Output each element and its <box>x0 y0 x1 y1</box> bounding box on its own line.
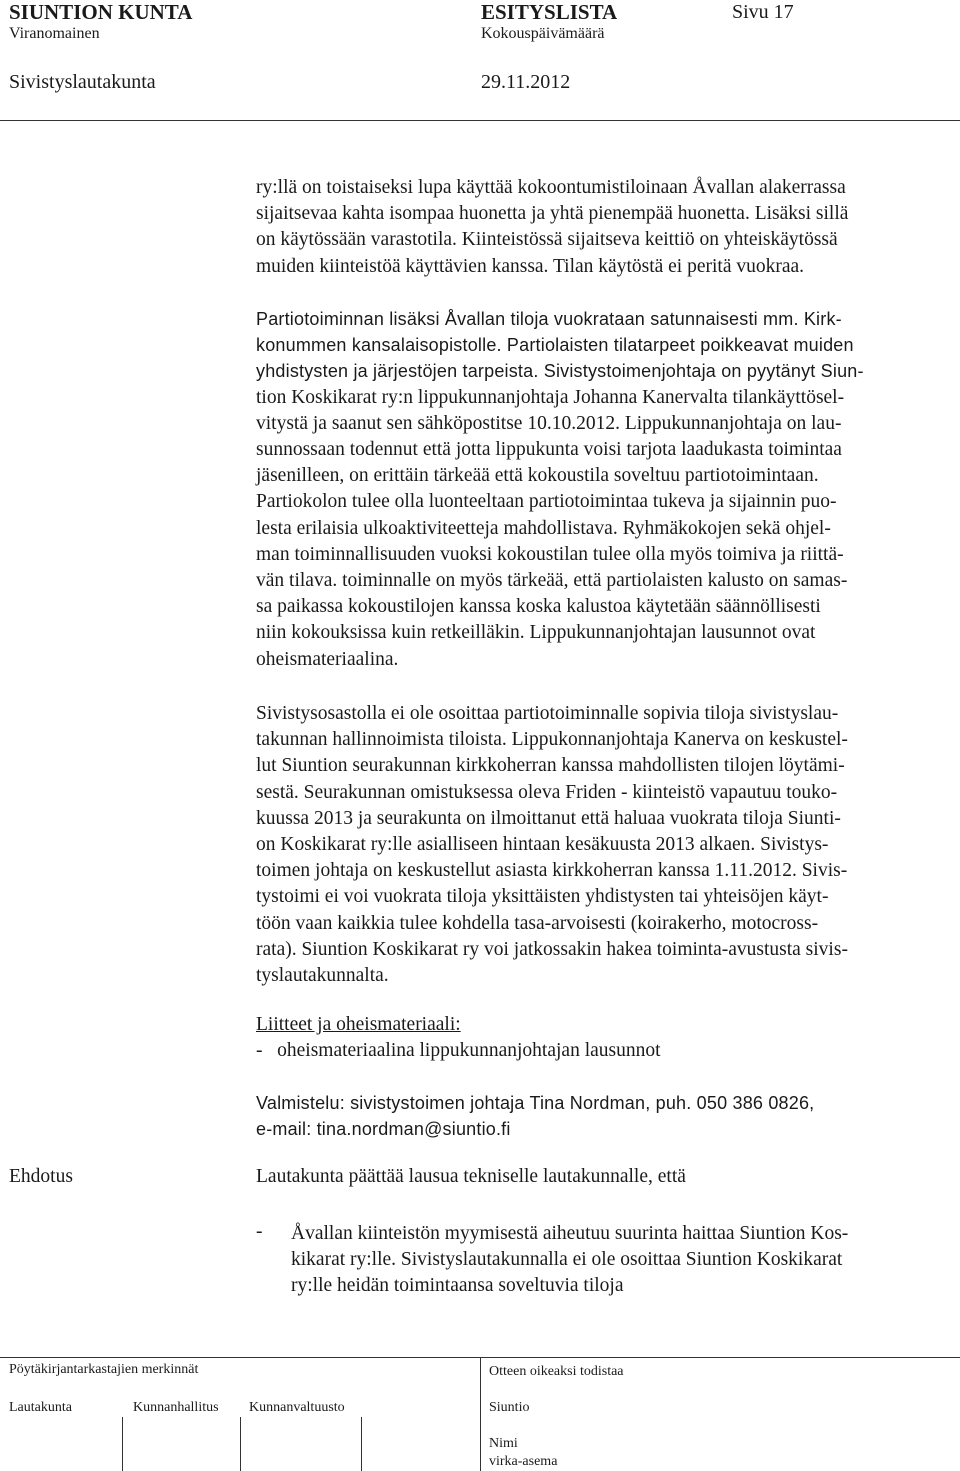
text-line: toimen johtaja on keskustellut asiasta kirkkoherran kanssa 1.11.2012. Sivis- <box>256 860 848 882</box>
text-line: Åvallan kiinteistön myymisestä aiheutuu suurinta haittaa Siuntion Kos- <box>291 1223 849 1244</box>
text-line: man toiminnallisuuden vuoksi kokoustilan tulee olla myös toimiva ja riittä- <box>256 543 844 565</box>
text-line: Partiokolon tulee olla luonteeltaan partiotoimintaa tukeva ja sijainnin puo- <box>256 491 837 513</box>
footer-column-divider <box>122 1417 123 1471</box>
document-type: ESITYSLISTA <box>481 0 618 24</box>
text-line: sestä. Seurakunnan omistuksessa oleva Friden - kiinteistö vapautuu touko- <box>256 781 838 803</box>
footer-col-kunnanhallitus: Kunnanhallitus <box>133 1400 219 1415</box>
footer-column-divider <box>361 1417 362 1471</box>
bullet-dash: - <box>256 1221 263 1242</box>
text-line: sijaitsevaa kahta isompaa huonetta ja yhtä pienempää huonetta. Lisäksi sillä <box>256 203 849 225</box>
footer-column-divider <box>240 1417 241 1471</box>
meeting-date-label: Kokouspäivämäärä <box>481 25 605 42</box>
text-line: vän tilava. toiminnalle on myös tärkeää, että partiolaisten kalusto on samas- <box>256 570 848 592</box>
name-label: Nimi <box>489 1436 518 1451</box>
text-line: yhdistysten ja järjestöjen tarpeista. Sivistystoimenjohtaja on pyytänyt Siun- <box>256 361 864 382</box>
attachment-item: - oheismateriaalina lippukunnanjohtajan lausunnot <box>256 1040 661 1062</box>
text-line: muiden kiinteistöä käyttävien kanssa. Tilan käytöstä ei peritä vuokraa. <box>256 255 805 277</box>
text-line: oheismateriaalina. <box>256 648 399 670</box>
text-line: Partiotoiminnan lisäksi Åvallan tiloja vuokrataan satunnaisesti mm. Kirk- <box>256 309 842 329</box>
meeting-date: 29.11.2012 <box>481 71 571 93</box>
text-line: töön vaan kaikkia tulee kohdella tasa-arvoisesti (koirakerho, motocross- <box>256 912 819 934</box>
preparer-email: e-mail: tina.nordman@siuntio.fi <box>256 1119 511 1140</box>
text-line: rata). Siuntion Koskikarat ry voi jatkossakin hakea toiminta-avustusta sivis- <box>256 938 848 960</box>
authority-name: Sivistyslautakunta <box>9 71 156 93</box>
footer-col-kunnanvaltuusto: Kunnanvaltuusto <box>249 1400 345 1415</box>
text-line: konummen kansalaisopistolle. Partiolaisten tilatarpeet poikkeavat muiden <box>256 335 854 356</box>
text-line: lesta erilaisia ulkoaktiviteetteja mahdollistava. Ryhmäkokojen sekä ohjel- <box>256 517 831 539</box>
text-line: lut Siuntion seurakunnan kirkkoherran kanssa mahdollisten tilojen löytämi- <box>256 755 845 777</box>
text-line: vitystä ja saanut sen sähköpostitse 10.10.2012. Lippukunnanjohtaja on lau- <box>256 412 842 434</box>
text-line: ry:llä on toistaiseksi lupa käyttää kokoontumistiloinaan Åvallan alakerrassa <box>256 177 846 198</box>
proposal-label: Ehdotus <box>9 1166 73 1187</box>
text-line: takunnan hallinnoimista tiloista. Lippukonnanjohtaja Kanerva on keskustel- <box>256 729 848 751</box>
preparer-line: Valmistelu: sivistystoimen johtaja Tina Nordman, puh. 050 386 0826, <box>256 1093 815 1113</box>
authority-label: Viranomainen <box>9 25 100 42</box>
page-number: Sivu 17 <box>732 1 794 23</box>
text-line: on käytössään varastotila. Kiinteistössä sijaitseva keittiö on yhteiskäytössä <box>256 229 838 251</box>
proposal-bullet <box>291 1221 951 1300</box>
text-line: kuussa 2013 ja seurakunta on ilmoittanut että haluaa vuokrata tiloja Siunti- <box>256 807 841 829</box>
text-line: tyslautakunnalta. <box>256 965 389 987</box>
text-line: tystoimi ei voi vuokrata tiloja yksittäisten yhdistysten tai yhteisöjen käyt- <box>256 886 829 908</box>
text-line: jäsenilleen, on erittäin tärkeää että kokoustila soveltuu partiotoimintaan. <box>256 465 819 487</box>
attachments-section <box>256 1012 956 1064</box>
text-line: sa paikassa kokoustilojen kanssa koska kalustoa käytetään säännöllisesti <box>256 596 821 618</box>
header-divider <box>0 120 960 121</box>
paragraph-2 <box>256 306 956 673</box>
text-line: tion Koskikarat ry:n lippukunnanjohtaja Johanna Kanervalta tilankäyttösel- <box>256 386 845 408</box>
certified-label: Otteen oikeaksi todistaa <box>489 1364 624 1379</box>
proposal-text: Lautakunta päättää lausua tekniselle lautakunnalle, että <box>256 1166 686 1187</box>
title-label: virka-asema <box>489 1454 558 1469</box>
text-line: kikarat ry:lle. Sivistyslautakunnalla ei ole osoittaa Siuntion Koskikarat <box>291 1249 843 1271</box>
text-line: ry:lle heidän toimintaansa soveltuvia tiloja <box>291 1275 624 1297</box>
text-line: on Koskikarat ry:lle asialliseen hintaan kesäkuusta 2013 alkaen. Sivistys- <box>256 834 829 856</box>
text-line: niin kokouksissa kuin retkeilläkin. Lippukunnanjohtajan lausunnot ovat <box>256 622 816 644</box>
text-line: Sivistysosastolla ei ole osoittaa partiotoiminnalle sopivia tiloja sivistyslau- <box>256 703 839 724</box>
preparer-section <box>256 1090 956 1142</box>
attachments-heading: Liitteet ja oheismateriaali: <box>256 1014 461 1035</box>
footer-col-lautakunta: Lautakunta <box>9 1400 72 1415</box>
paragraph-1 <box>256 175 956 280</box>
organization-name: SIUNTION KUNTA <box>9 0 193 24</box>
notes-label: Pöytäkirjantarkastajien merkinnät <box>9 1362 199 1377</box>
paragraph-3 <box>256 701 956 989</box>
footer-column-divider <box>480 1357 481 1471</box>
text-line: sunnossaan todennut että jotta lippukunta voisi tarjota laadukasta toimintaa <box>256 439 842 461</box>
footer-col-siuntio: Siuntio <box>489 1400 530 1415</box>
